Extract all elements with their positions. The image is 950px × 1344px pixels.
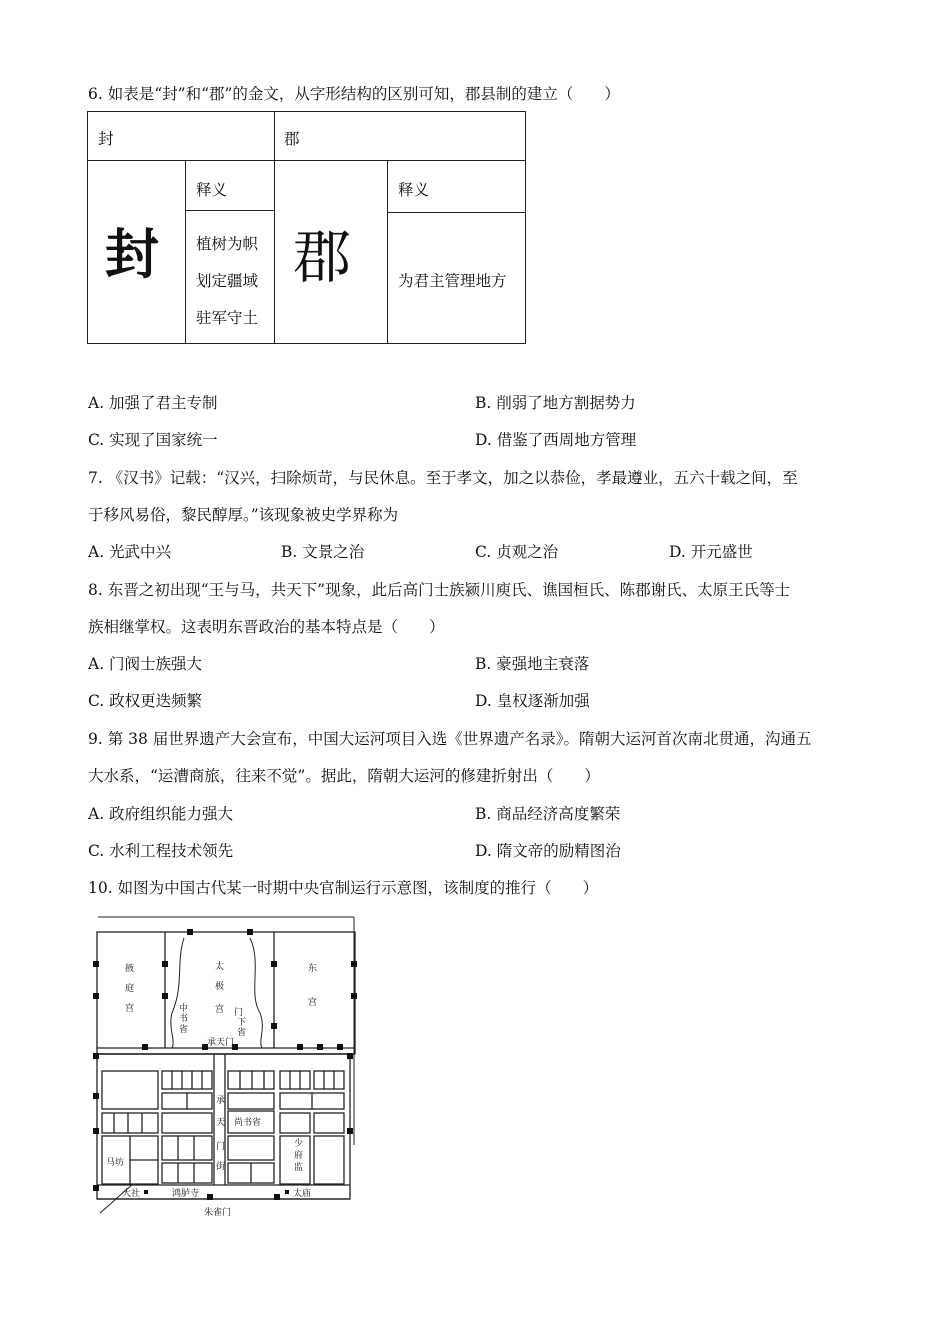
label-dashe: 大社 bbox=[122, 1189, 141, 1199]
label-street-1: 承 bbox=[216, 1096, 226, 1106]
q7-stem-line1: 7. 《汉书》记载：“汉兴，扫除烦苛，与民休息。至于孝文，加之以恭俭，孝最遵业，五六十载之间，至 bbox=[88, 469, 798, 487]
q7-option-c: C. 贞观之治 bbox=[475, 543, 559, 561]
q6-option-b: B. 削弱了地方割据势力 bbox=[475, 394, 636, 412]
q9-option-d: D. 隋文帝的励精图治 bbox=[475, 842, 621, 860]
label-menxia-1: 门 bbox=[234, 1008, 244, 1018]
q9-stem-line1: 9. 第 38 届世界遗产大会宣布，中国大运河项目入选《世界遗产名录》。隋朝大运河首次南北贯通，沟通五 bbox=[88, 730, 812, 748]
q8-option-b: B. 豪强地主衰落 bbox=[475, 655, 590, 673]
q9-option-b: B. 商品经济高度繁荣 bbox=[475, 805, 621, 823]
glyph-table bbox=[87, 111, 526, 344]
q7-stem-line2: 于移风易俗，黎民醇厚。”该现象被史学界称为 bbox=[88, 506, 399, 524]
label-taiji-3: 宫 bbox=[215, 1005, 225, 1015]
q7-option-b: B. 文景之治 bbox=[281, 543, 365, 561]
meaning1-line: 植树为帜 bbox=[196, 235, 259, 253]
label-shaofu-1: 少 bbox=[294, 1139, 304, 1149]
label-street-4: 街 bbox=[216, 1162, 226, 1172]
meaning-label-2: 释义 bbox=[398, 181, 430, 199]
label-donggong-1: 东 bbox=[308, 964, 318, 974]
label-zhongshu-2: 书 bbox=[179, 1014, 189, 1024]
meaning1-line: 驻军守土 bbox=[196, 309, 259, 327]
q7-option-d: D. 开元盛世 bbox=[669, 543, 753, 561]
q6-option-d: D. 借鉴了西周地方管理 bbox=[475, 431, 637, 449]
palace-city-map bbox=[92, 913, 358, 1220]
label-shaofu-2: 府 bbox=[294, 1151, 304, 1161]
q6-stem: 6. 如表是“封”和“郡”的金文，从字形结构的区别可知，郡县制的建立（ ） bbox=[88, 85, 620, 103]
q8-stem-line2: 族相继掌权。这表明东晋政治的基本特点是（ ） bbox=[88, 618, 445, 636]
label-taiji-2: 极 bbox=[215, 982, 225, 992]
q8-option-a: A. 门阀士族强大 bbox=[88, 655, 203, 673]
label-zhuque: 朱雀门 bbox=[204, 1208, 232, 1218]
label-honglu: 鸿胪寺 bbox=[172, 1189, 200, 1199]
label-street-2: 天 bbox=[216, 1118, 226, 1128]
label-chengtianmen: 承天门 bbox=[207, 1038, 235, 1048]
label-menxia-3: 省 bbox=[237, 1028, 247, 1038]
meaning-label-1: 释义 bbox=[196, 181, 228, 199]
q10-stem: 10. 如图为中国古代某一时期中央官制运行示意图，该制度的推行（ ） bbox=[88, 879, 599, 897]
header-jun: 郡 bbox=[284, 130, 300, 148]
q8-stem-line1: 8. 东晋之初出现“王与马，共天下”现象，此后高门士族颍川庾氏、谯国桓氏、陈郡谢氏、太原王氏等士 bbox=[88, 581, 791, 599]
q9-option-c: C. 水利工程技术领先 bbox=[88, 842, 234, 860]
q6-option-c: C. 实现了国家统一 bbox=[88, 431, 218, 449]
q6-option-a: A. 加强了君主专制 bbox=[88, 394, 218, 412]
header-feng: 封 bbox=[98, 130, 114, 148]
label-shangshu: 尚书省 bbox=[234, 1118, 262, 1128]
q8-option-c: C. 政权更迭频繁 bbox=[88, 692, 203, 710]
q9-option-a: A. 政府组织能力强大 bbox=[88, 805, 234, 823]
q8-option-d: D. 皇权逐渐加强 bbox=[475, 692, 590, 710]
label-yeting-1: 掖 bbox=[125, 964, 135, 974]
meaning2: 为君主管理地方 bbox=[398, 272, 507, 290]
label-taimiao: 太庙 bbox=[293, 1189, 312, 1199]
label-street-3: 门 bbox=[216, 1142, 226, 1152]
label-yeting-3: 宫 bbox=[125, 1004, 135, 1014]
label-zhongshu-1: 中 bbox=[179, 1004, 189, 1014]
label-shaofu-3: 监 bbox=[294, 1163, 304, 1173]
label-taiji-1: 太 bbox=[215, 962, 225, 972]
q9-stem-line2: 大水系，“运漕商旅，往来不觉”。据此，隋朝大运河的修建折射出（ ） bbox=[88, 767, 600, 785]
label-yeting-2: 庭 bbox=[125, 984, 135, 994]
label-mafang: 马坊 bbox=[106, 1158, 125, 1168]
q7-option-a: A. 光武中兴 bbox=[88, 543, 172, 561]
label-zhongshu-3: 省 bbox=[179, 1025, 189, 1035]
label-menxia-2: 下 bbox=[237, 1018, 247, 1028]
feng-bronze-glyph: 封 bbox=[105, 222, 159, 286]
meaning1-line: 划定疆域 bbox=[196, 272, 259, 290]
jun-bronze-glyph: 郡 bbox=[293, 223, 352, 291]
label-donggong-2: 宫 bbox=[308, 998, 318, 1008]
